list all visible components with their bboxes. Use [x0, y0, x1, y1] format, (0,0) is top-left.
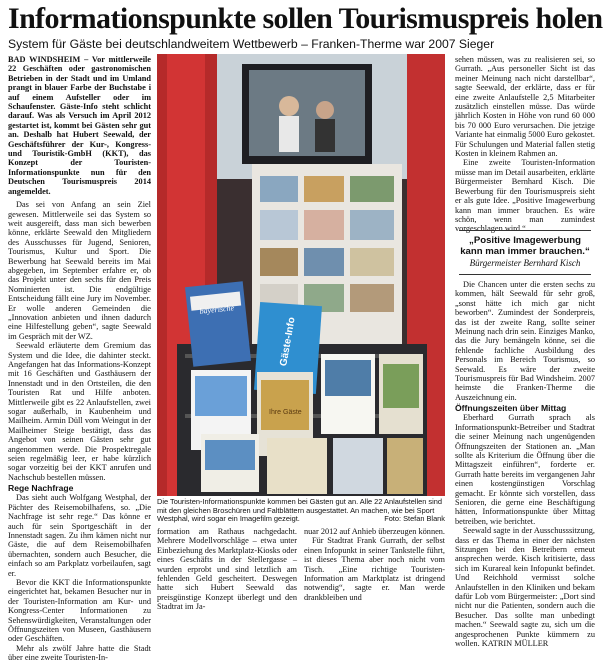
pull-quote-attribution: Bürgermeister Bernhard Kisch — [469, 258, 581, 268]
article-photo — [157, 54, 445, 496]
subheading-rege-nachfrage: Rege Nachfrage — [8, 483, 74, 494]
lead-text: Vor mittlerweile 22 Geschäften oder gastronomischen Betrieben in der Stadt und im Umland prangt in blauer Farbe der Buchstabe i auf einem Aufsteller oder im Schaufenster. Gäste-Info steht schlicht darauf. Was als Versuch im April 2012 gestartet ist, kommt bei Gästen sehr gut an. Deshalb hat Hubert Seewald, der Geschäftsführer der Kur-, Kongress- und Touristik-GmbH (KKT), das Konzept der Touristen-Informationspunkte nun für den Deutschen Tourismuspreis 2014 angemeldet. — [8, 55, 151, 196]
paragraph: sehen müssen, was zu realisieren sei, so Gurrath. „Aus personeller Sicht ist das meiner Meinung nach nicht darstellbar“, sagte Seewald, der erklärte, dass er für eine zweite Anlaufstelle 2,5 Mitarbeiter zusätzlich einstellen müsse. Das würde jährlich Kosten in Höhe von rund 60 000 bis 70 000 Euro verursachen. Die jetzige Variante hat einmalig 5000 Euro gekostet. Für Schulungen und Material fallen stetig Kosten in kleinem Rahmen an. — [455, 55, 595, 159]
article-column-4-top — [455, 55, 595, 234]
article-column-4-bottom — [455, 280, 595, 649]
paragraph: Bevor die KKT die Informationspunkte eingerichtet hat, bekamen Besucher nur in der Touristen-Information am Kur- und Kongress-Center Informationen zu Sehenswürdigkeiten, Veranstaltungen oder Öffnungszeiten von Museen, Gasthäusern oder Geschäften. — [8, 577, 151, 644]
divider — [459, 274, 591, 275]
photo-credit: Foto: Stefan Blank — [384, 514, 445, 524]
divider — [459, 230, 591, 231]
pull-quote — [457, 235, 593, 269]
brochure-label-gaeste-info: Gäste-Info — [278, 316, 298, 367]
subheading-oeffnungszeiten: Öffnungszeiten über Mittag — [455, 403, 567, 414]
paragraph-text: Seewald sagte in der Ausschusssitzung, dass er das Thema in einer der nächsten Sitzungen bei den Betreibern erneut ansprechen werde. Kisch kritisierte, dass sich im Kurareal kein Infopunkt befindet. Und Reichhold vermisst solche Anlaufstellen in den Kliniken und bekam dafür Lob vom Bürgermeister: „Dort sind nicht nur die Patienten, sondern auch die Besucher. Das sollte man unbedingt machen.“ Seewald sagte zu, sich um die angesprochenen Punkte kümmern zu wollen. — [455, 526, 595, 649]
lead-paragraph — [8, 55, 151, 196]
paragraph: Die Chancen unter die ersten sechs zu kommen, hält Seewald für sehr groß, „sonst hätte ich mich gar nicht beworben“. Zumindest der Sonderpreis, das ist der zweite Rang, sollte seiner Meinung nach drin sein. Einziges Manko, das die Jury bemängeln könne, sei die fehlende fachliche Ausbildung des Personals im Bereich Tourismus, so Seewald. Es wäre der zweite Tourismuspreis für Bad Windsheim. 2007 heimste die Franken-Therme die Auszeichnung ein. — [455, 280, 595, 402]
paragraph: formation am Rathaus nachgedacht. Mehrere Modellvorschläge – etwa unter Einbeziehung des Marktplatz-Kiosks oder eines Geschäfts in der Stellergasse – wurden erprobt und sind letztlich am fehlenden Geld gescheitert. Deswegen hatte sich Hubert Seewald das preisgünstige Konzept überlegt und den Stadtrat im Ja- — [157, 527, 297, 612]
paragraph: Für Stadtrat Frank Gurrath, der selbst einen Infopunkt in seiner Tankstelle führt, ist dieses Thema aber noch nicht vom Tisch. „Eine richtige Touristen-Information am Marktplatz ist dringend notwendig“, sagte er. Man werde drankbleiben und — [304, 536, 445, 602]
paragraph — [455, 526, 595, 648]
paragraph: Das sieht auch Wolfgang Westphal, der Pächter des Reisemobilhafens, so. „Die Nachfrage ist sehr rege.“ Das könne er auch für sein Sportgeschäft in der Innenstadt sagen. Zu ihm kämen nicht nur Gäste, die auf dem Reisemobilhafen übernachten, sondern auch Besucher, die einfach so am Parkplatz vorbeilaufen, sagt er. — [8, 493, 151, 578]
brochure-label-ihre-gaeste: Ihre Gäste — [269, 409, 302, 416]
paragraph: Das sei von Anfang an sein Ziel gewesen. Mittlerweile sei das System so weit ausgereift, dass man sich bewerben könne, erklärte Seewald den Mitgliedern des Ausschusses für Jugend, Senioren, Tourismus, Kultur und Sport. Die Bewerbung hat Seewald bereits im Mai abgegeben, im September erfahre er, ob das Projekt unter den sechs für den Preis Nominierten ist. Die endgültige Entscheidung fällt eine Jury im November. Er wolle anderen Gemeinden die „Innovation anbieten und ihnen dadurch eine Hilfestellung geben“, sagte Seewald im Gespräch mit der WZ. — [8, 200, 151, 341]
article-column-2 — [157, 527, 297, 610]
pull-quote-text: „Positive Imagewerbung kann man immer brauchen.“ — [460, 235, 590, 257]
paragraph: nuar 2012 auf Anhieb überzeugen können. — [304, 527, 446, 536]
subheadline: System für Gäste bei deutschlandweitem Wettbewerb – Franken-Therme war 2007 Sieger — [8, 37, 495, 51]
photo-illustration — [157, 54, 445, 496]
photo-caption — [157, 498, 445, 524]
article-column-3 — [304, 527, 445, 610]
paragraph: Mehr als zwölf Jahre hatte die Stadt über eine zweite Touristen-In- — [8, 643, 151, 663]
paragraph: Eberhard Gurrath sprach als Informationspunkt-Betreiber und Stadtrat die seiner Meinung nach ungenügenden Öffnungszeiten der Stationen an. „Man sollte als Kriterium die Öffnung über die Mittagszeit einführen“, forderte er. Gurrath hatte bereits im vergangenen Jahr einen kostengünstigen Vorschlag gemacht. Er könnte sich vorstellen, dass Senioren, die gerne eine Beschäftigung hätten, Informationspunkte über Mittag betreiben, wie berichtet. — [455, 413, 595, 526]
headline: Informationspunkte sollen Tourismuspreis holen — [8, 2, 603, 35]
article-column-1 — [8, 55, 151, 663]
paragraph: Eine zweite Touristen-Information müsse man im Detail ausarbeiten, erklärte Bürgermeister Bernhard Kisch. Die Bewerbung für den Tourismuspreis sieht er als gute Idee. „Positive Imagewerbung kann man immer brauchen. Es wäre schön, wenn man zumindest vorgeschlagen wird.“ — [455, 158, 595, 234]
brochure-label-bayerische: bayerische — [199, 303, 235, 316]
dateline: BAD WINDSHEIM – — [8, 55, 89, 64]
caption-text: Die Touristen-Informationspunkte kommen bei Gästen gut an. Alle 22 Anlaufstellen sind mit den gleichen Broschüren und Faltblättern ausgestattet. An machen, wie bei Sport Westphal, wird sogar ein Imagefilm gezeigt. — [157, 497, 442, 524]
paragraph: Seewald erläuterte dem Gremium das System und die Idee, die dahinter steckt. Angefangen hat das Informations-Konzept mit 16 Geschäften und Gasthäusern der Innenstadt und in den Ortsteilen, die den Touristen Rat und Hilfe anboten. Mittlerweile gibt es 22 Anlaufstellen, zwei sogar außerhalb, in Kaubenheim und Mailheim. Armin Düll vom Weingut in der Mailheimer Steige bestätigt, dass das Angebot von seinen Gästen sehr gut angenommen werde. Die Prospektregale seien regelmäßig leer, er habe kürzlich sogar vorzeitig bei der KKT anrufen und Nachschub bestellen müssen. — [8, 341, 151, 482]
byline: KATRIN MÜLLER — [481, 639, 549, 649]
